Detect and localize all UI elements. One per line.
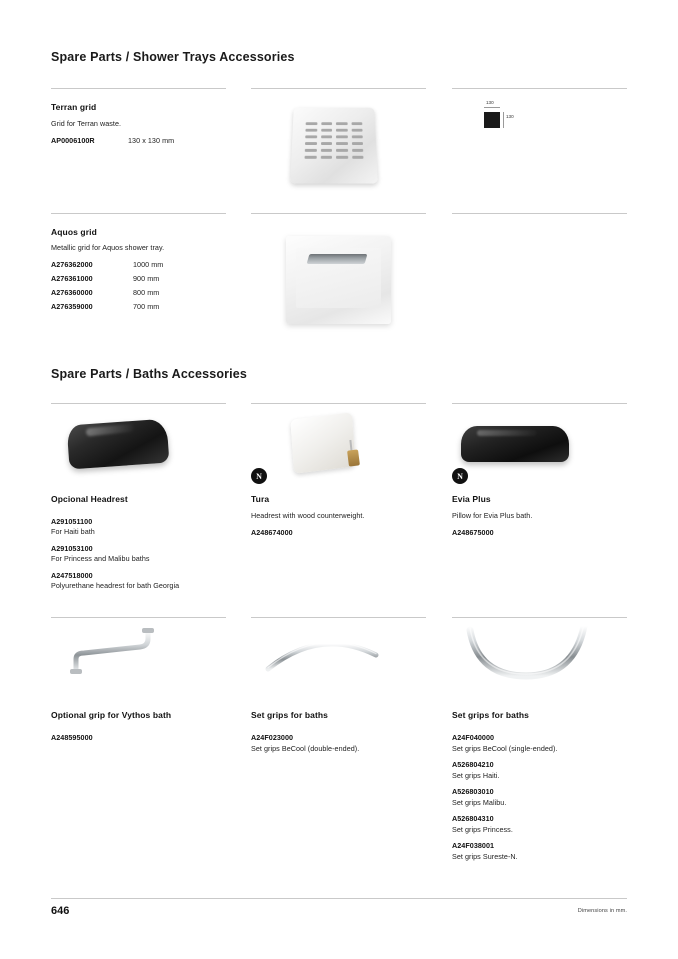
product-variant-description: Set grips BeCool (double-ended).: [251, 744, 360, 753]
item-title-set-grips-becool-single: Set grips for baths: [452, 710, 529, 720]
product-code: A248674000: [251, 528, 293, 537]
product-variant-description: Set grips BeCool (single-ended).: [452, 744, 558, 753]
product-code: A276361000: [51, 274, 93, 283]
item-description-evia-plus: Pillow for Evia Plus bath.: [452, 511, 533, 520]
new-badge: N: [251, 468, 267, 484]
product-image-becool-double-grip: [262, 625, 382, 687]
item-title-evia-plus: Evia Plus: [452, 494, 491, 504]
item-description-aquos-grid: Metallic grid for Aquos shower tray.: [51, 243, 165, 252]
new-badge: N: [452, 468, 468, 484]
product-code: A24F040000: [452, 733, 495, 742]
product-code: A24F038001: [452, 841, 495, 850]
product-dimension: 800 mm: [133, 288, 160, 297]
item-description-tura: Headrest with wood counterweight.: [251, 511, 365, 520]
product-image-opcional-headrest: [60, 410, 180, 480]
product-code: A247518000: [51, 571, 93, 580]
product-code: A526803010: [452, 787, 494, 796]
product-code: A291051100: [51, 517, 93, 526]
item-title-aquos-grid: Aquos grid: [51, 227, 97, 237]
product-code: A248595000: [51, 733, 93, 742]
section-title-shower-trays: Spare Parts / Shower Trays Accessories: [51, 50, 295, 64]
diagram-label-height: 130: [506, 114, 514, 119]
divider: [251, 403, 426, 404]
divider: [51, 617, 226, 618]
item-description-terran-grid: Grid for Terran waste.: [51, 119, 122, 128]
product-code: A291053100: [51, 544, 93, 553]
product-variant-description: For Princess and Malibu baths: [51, 554, 150, 563]
item-title-tura: Tura: [251, 494, 270, 504]
divider: [452, 88, 627, 89]
divider: [452, 617, 627, 618]
divider: [251, 88, 426, 89]
divider: [51, 403, 226, 404]
product-image-vythos-grip: [62, 625, 182, 687]
section-title-baths: Spare Parts / Baths Accessories: [51, 367, 247, 381]
product-variant-description: Set grips Haiti.: [452, 771, 500, 780]
product-image-evia-plus: [455, 412, 575, 478]
item-title-terran-grid: Terran grid: [51, 102, 97, 112]
product-variant-description: For Haiti bath: [51, 527, 95, 536]
divider: [51, 213, 226, 214]
product-dimension: 130 x 130 mm: [128, 136, 175, 145]
diagram-label-width: 130: [486, 100, 494, 105]
product-dimension: 700 mm: [133, 302, 160, 311]
divider: [452, 403, 627, 404]
page-number: 646: [51, 905, 70, 917]
divider: [251, 213, 426, 214]
product-dimension: 900 mm: [133, 274, 160, 283]
product-image-becool-single-grip: [462, 620, 592, 690]
product-code: A248675000: [452, 528, 494, 537]
product-code: AP0006100R: [51, 136, 95, 145]
product-code: A276362000: [51, 260, 93, 269]
product-code: A276359000: [51, 302, 93, 311]
product-variant-description: Set grips Malibu.: [452, 798, 507, 807]
product-variant-description: Polyurethane headrest for bath Georgia: [51, 581, 180, 590]
product-code: A24F023000: [251, 733, 294, 742]
product-variant-description: Set grips Sureste-N.: [452, 852, 518, 861]
product-code: A526804310: [452, 814, 494, 823]
product-code: A526804210: [452, 760, 494, 769]
item-title-opcional-headrest: Opcional Headrest: [51, 494, 128, 504]
product-image-tura: [278, 410, 388, 480]
product-variant-description: Set grips Princess.: [452, 825, 513, 834]
divider: [251, 617, 426, 618]
product-code: A276360000: [51, 288, 93, 297]
product-image-terran-grid: [288, 95, 384, 195]
divider: [452, 213, 627, 214]
footer-divider: [51, 898, 627, 899]
dimension-diagram-terran-grid: [470, 100, 540, 140]
item-title-vythos-grip: Optional grip for Vythos bath: [51, 710, 172, 720]
product-image-aquos-grid: [286, 228, 391, 333]
divider: [51, 88, 226, 89]
product-dimension: 1000 mm: [133, 260, 164, 269]
footer-note: Dimensions in mm.: [577, 908, 627, 914]
item-title-set-grips-becool-double: Set grips for baths: [251, 710, 328, 720]
